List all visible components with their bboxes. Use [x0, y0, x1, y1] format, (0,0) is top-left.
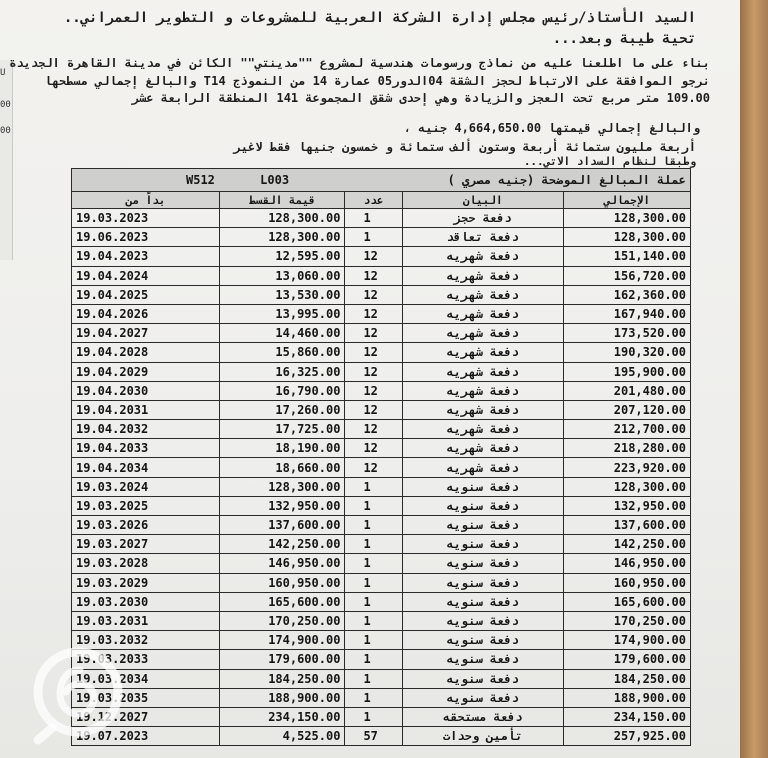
count-cell: 12 — [345, 381, 402, 400]
installment-cell: 170,250.00 — [220, 611, 345, 630]
start-date-cell: 19.03.2034 — [72, 669, 220, 688]
table-row — [72, 439, 691, 458]
letter-line: بناء على ما اطلعنا عليه من نماذج ورسومات هندسية لمشروع ""مدينتي"" الكائن في مدينة القاهرة الجديدة — [9, 56, 710, 70]
total-cell: 151,140.00 — [563, 247, 690, 266]
start-date-cell: 19.04.2027 — [72, 324, 220, 343]
total-cell: 218,280.00 — [563, 439, 690, 458]
start-date-cell: 19.12.2027 — [72, 707, 220, 726]
total-cell: 174,900.00 — [563, 631, 690, 650]
installment-cell: 142,250.00 — [220, 535, 345, 554]
installment-cell: 13,060.00 — [220, 266, 345, 285]
statement-cell: دفعة شهريه — [402, 343, 563, 362]
statement-cell: دفعة شهريه — [402, 400, 563, 419]
table-row — [72, 209, 691, 228]
table-row — [72, 324, 691, 343]
total-cell: 156,720.00 — [563, 266, 690, 285]
count-cell: 1 — [345, 611, 402, 630]
start-date-cell: 19.04.2024 — [72, 266, 220, 285]
table-row — [72, 592, 691, 611]
table-row — [72, 727, 691, 746]
installment-cell: 18,190.00 — [220, 439, 345, 458]
table-row — [72, 477, 691, 496]
total-cell: 201,480.00 — [563, 381, 690, 400]
start-date-cell: 19.04.2032 — [72, 420, 220, 439]
count-cell: 1 — [345, 707, 402, 726]
installment-cell: 128,300.00 — [220, 228, 345, 247]
installment-cell: 12,595.00 — [220, 247, 345, 266]
total-cell: 160,950.00 — [563, 573, 690, 592]
installment-cell: 174,900.00 — [220, 631, 345, 650]
table-row — [72, 650, 691, 669]
letter-salutation: السيد الأستاذ/رئيس مجلس إدارة الشركة العربية للمشروعات و التطوير العمراني.. — [63, 10, 696, 26]
table-title-row — [72, 169, 691, 192]
total-cell: 173,520.00 — [563, 324, 690, 343]
start-date-cell: 19.03.2028 — [72, 554, 220, 573]
table-row — [72, 400, 691, 419]
table-row — [72, 573, 691, 592]
start-date-cell: 19.03.2031 — [72, 611, 220, 630]
statement-cell: دفعة سنويه — [402, 631, 563, 650]
statement-cell: دفعة سنويه — [402, 573, 563, 592]
start-date-cell: 19.03.2032 — [72, 631, 220, 650]
statement-cell: دفعة شهريه — [402, 285, 563, 304]
column-header-total: الإجمالي — [563, 192, 690, 209]
start-date-cell: 19.07.2023 — [72, 727, 220, 746]
total-cell: 257,925.00 — [563, 727, 690, 746]
total-cell: 167,940.00 — [563, 304, 690, 323]
table-header-row — [72, 192, 691, 209]
installment-cell: 4,525.00 — [220, 727, 345, 746]
start-date-cell: 19.03.2033 — [72, 650, 220, 669]
installment-cell: 188,900.00 — [220, 688, 345, 707]
statement-cell: دفعة سنويه — [402, 496, 563, 515]
adjacent-sheet-edge — [0, 60, 13, 260]
total-value-words: أربعة مليون ستمائة أربعة وستون ألف ستمائة و خمسون جنيها فقط لاغير — [233, 140, 696, 154]
letter-line: 109.00 متر مربع تحت العجز والزيادة وهي إحدى شقق المجموعة 141 المنطقة الرابعة عشر — [131, 91, 710, 105]
count-cell: 1 — [345, 592, 402, 611]
statement-cell: دفعة شهريه — [402, 458, 563, 477]
statement-cell: دفعة سنويه — [402, 554, 563, 573]
statement-cell: دفعة شهريه — [402, 324, 563, 343]
payment-system-intro: وطبقا لنظام السداد الاتي... — [523, 155, 696, 168]
start-date-cell: 19.04.2023 — [72, 247, 220, 266]
statement-cell: دفعة شهريه — [402, 420, 563, 439]
statement-cell: دفعة شهريه — [402, 304, 563, 323]
total-cell: 190,320.00 — [563, 343, 690, 362]
total-cell: 137,600.00 — [563, 516, 690, 535]
total-value-line: والبالغ إجمالي قيمتها 4,664,650.00 جنيه ، — [403, 121, 700, 135]
table-row — [72, 420, 691, 439]
total-cell: 223,920.00 — [563, 458, 690, 477]
total-cell: 188,900.00 — [563, 688, 690, 707]
currency-note: عملة المبالغ الموضحة (جنيه مصري ) — [447, 173, 686, 187]
statement-cell: دفعة سنويه — [402, 535, 563, 554]
table-row — [72, 707, 691, 726]
statement-cell: دفعة سنويه — [402, 611, 563, 630]
installment-cell: 160,950.00 — [220, 573, 345, 592]
count-cell: 1 — [345, 209, 402, 228]
installment-cell: 13,530.00 — [220, 285, 345, 304]
start-date-cell: 19.03.2035 — [72, 688, 220, 707]
installment-cell: 17,725.00 — [220, 420, 345, 439]
table-row — [72, 343, 691, 362]
statement-cell: دفعة سنويه — [402, 516, 563, 535]
total-cell: 146,950.00 — [563, 554, 690, 573]
table-row — [72, 611, 691, 630]
total-cell: 128,300.00 — [563, 209, 690, 228]
start-date-cell: 19.04.2034 — [72, 458, 220, 477]
table-row — [72, 228, 691, 247]
installment-cell: 16,790.00 — [220, 381, 345, 400]
total-cell: 128,300.00 — [563, 228, 690, 247]
unit-code: L003 — [260, 173, 290, 187]
count-cell: 12 — [345, 362, 402, 381]
installment-cell: 234,150.00 — [220, 707, 345, 726]
total-cell: 184,250.00 — [563, 669, 690, 688]
installment-cell: 179,600.00 — [220, 650, 345, 669]
table-row — [72, 458, 691, 477]
total-cell: 142,250.00 — [563, 535, 690, 554]
statement-cell: دفعة سنويه — [402, 650, 563, 669]
count-cell: 12 — [345, 400, 402, 419]
start-date-cell: 19.04.2029 — [72, 362, 220, 381]
count-cell: 12 — [345, 285, 402, 304]
statement-cell: دفعة شهريه — [402, 247, 563, 266]
installment-cell: 128,300.00 — [220, 209, 345, 228]
installment-cell: 18,660.00 — [220, 458, 345, 477]
table-row — [72, 535, 691, 554]
total-cell: 128,300.00 — [563, 477, 690, 496]
start-date-cell: 19.04.2028 — [72, 343, 220, 362]
count-cell: 1 — [345, 535, 402, 554]
count-cell: 1 — [345, 669, 402, 688]
letter-line: نرجو الموافقة على الارتباط لحجز الشقة 04الدور05 عمارة 14 من النموذج T14 والبالغ إجمالي مسطحها — [44, 74, 710, 88]
count-cell: 12 — [345, 420, 402, 439]
installment-cell: 137,600.00 — [220, 516, 345, 535]
table-row — [72, 381, 691, 400]
total-cell: 234,150.00 — [563, 707, 690, 726]
table-row — [72, 247, 691, 266]
start-date-cell: 19.04.2030 — [72, 381, 220, 400]
table-row — [72, 285, 691, 304]
statement-cell: دفعة تعاقد — [402, 228, 563, 247]
count-cell: 1 — [345, 228, 402, 247]
table-row — [72, 266, 691, 285]
unit-code: W512 — [186, 173, 215, 187]
installment-cell: 146,950.00 — [220, 554, 345, 573]
start-date-cell: 19.03.2027 — [72, 535, 220, 554]
count-cell: 12 — [345, 247, 402, 266]
start-date-cell: 19.03.2030 — [72, 592, 220, 611]
count-cell: 12 — [345, 439, 402, 458]
total-cell: 207,120.00 — [563, 400, 690, 419]
total-cell: 170,250.00 — [563, 611, 690, 630]
total-cell: 162,360.00 — [563, 285, 690, 304]
count-cell: 12 — [345, 266, 402, 285]
count-cell: 1 — [345, 688, 402, 707]
payment-schedule-table — [71, 168, 691, 746]
table-row — [72, 496, 691, 515]
total-cell: 165,600.00 — [563, 592, 690, 611]
side-mark: 00 — [0, 100, 11, 110]
statement-cell: دفعة سنويه — [402, 592, 563, 611]
start-date-cell: 19.06.2023 — [72, 228, 220, 247]
side-mark: U — [0, 68, 6, 78]
start-date-cell: 19.04.2025 — [72, 285, 220, 304]
statement-cell: دفعة مستحقه — [402, 707, 563, 726]
count-cell: 1 — [345, 650, 402, 669]
count-cell: 12 — [345, 304, 402, 323]
start-date-cell: 19.03.2023 — [72, 209, 220, 228]
start-date-cell: 19.04.2033 — [72, 439, 220, 458]
statement-cell: دفعة شهريه — [402, 439, 563, 458]
installment-cell: 13,995.00 — [220, 304, 345, 323]
statement-cell: دفعة سنويه — [402, 669, 563, 688]
start-date-cell: 19.04.2031 — [72, 400, 220, 419]
column-header-start-date: بداً من — [72, 192, 220, 209]
table-row — [72, 304, 691, 323]
start-date-cell: 19.04.2026 — [72, 304, 220, 323]
column-header-statement: البيان — [402, 192, 563, 209]
start-date-cell: 19.03.2026 — [72, 516, 220, 535]
count-cell: 1 — [345, 573, 402, 592]
side-mark: 00 — [0, 126, 11, 136]
count-cell: 12 — [345, 324, 402, 343]
installment-cell: 184,250.00 — [220, 669, 345, 688]
unit-codes — [186, 173, 327, 187]
statement-cell: دفعة شهريه — [402, 266, 563, 285]
installment-cell: 165,600.00 — [220, 592, 345, 611]
count-cell: 12 — [345, 458, 402, 477]
installment-cell: 128,300.00 — [220, 477, 345, 496]
statement-cell: دفعة سنويه — [402, 477, 563, 496]
statement-cell: دفعة سنويه — [402, 688, 563, 707]
table-row — [72, 554, 691, 573]
start-date-cell: 19.03.2025 — [72, 496, 220, 515]
installment-cell: 132,950.00 — [220, 496, 345, 515]
table-row — [72, 362, 691, 381]
statement-cell: دفعة شهريه — [402, 381, 563, 400]
installment-cell: 15,860.00 — [220, 343, 345, 362]
installment-cell: 16,325.00 — [220, 362, 345, 381]
installment-cell: 17,260.00 — [220, 400, 345, 419]
column-header-installment: قيمة القسط — [220, 192, 345, 209]
count-cell: 1 — [345, 496, 402, 515]
count-cell: 1 — [345, 554, 402, 573]
total-cell: 195,900.00 — [563, 362, 690, 381]
column-header-count: عدد — [345, 192, 402, 209]
total-cell: 132,950.00 — [563, 496, 690, 515]
letter-greeting: تحية طيبة وبعد... — [552, 31, 696, 47]
installment-cell: 14,460.00 — [220, 324, 345, 343]
count-cell: 1 — [345, 516, 402, 535]
total-cell: 212,700.00 — [563, 420, 690, 439]
count-cell: 1 — [345, 631, 402, 650]
start-date-cell: 19.03.2029 — [72, 573, 220, 592]
table-row — [72, 631, 691, 650]
statement-cell: دفعة حجز — [402, 209, 563, 228]
statement-cell: تأمين وحدات — [402, 727, 563, 746]
total-cell: 179,600.00 — [563, 650, 690, 669]
start-date-cell: 19.03.2024 — [72, 477, 220, 496]
table-row — [72, 516, 691, 535]
desk-surface — [740, 0, 768, 758]
statement-cell: دفعة شهريه — [402, 362, 563, 381]
count-cell: 57 — [345, 727, 402, 746]
table-row — [72, 669, 691, 688]
count-cell: 12 — [345, 343, 402, 362]
table-row — [72, 688, 691, 707]
count-cell: 1 — [345, 477, 402, 496]
